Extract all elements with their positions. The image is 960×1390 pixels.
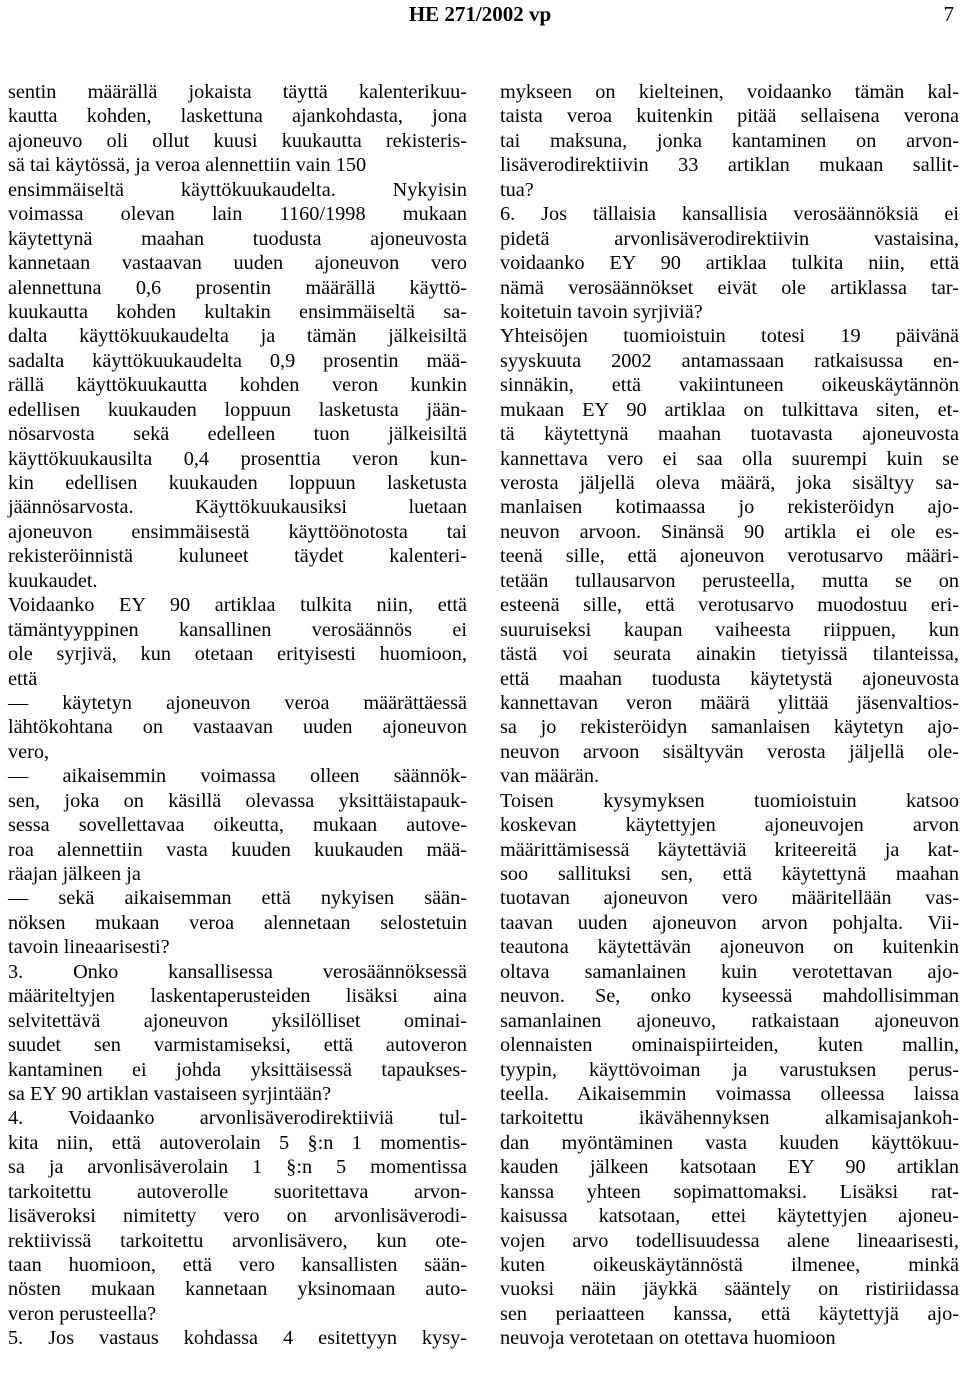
text-line: edellisen kuukauden loppuun lasketusta jään- <box>8 398 467 421</box>
text-line: määrittämisessä käytettäviä kriteereitä ja kat- <box>500 838 959 861</box>
text-line: Toisen kysymyksen tuomioistuin katsoo <box>500 789 959 812</box>
text-line: suuruiseksi kaupan vaiheesta riippuen, kun <box>500 618 959 641</box>
text-line: koitetuin tavoin syrjiviä? <box>500 300 703 323</box>
text-line: sadalta käyttökuukaudelta 0,9 prosentin mää- <box>8 349 467 372</box>
text-line: selvitettävä ajoneuvon yksilölliset ominai- <box>8 1009 467 1032</box>
text-line: taan huomioon, että vero kansallisten sään- <box>8 1254 467 1276</box>
text-line: voimassa olevan lain 1160/1998 mukaan <box>8 203 467 226</box>
text-line: sinnäkin, että vakiintuneen oikeuskäytännön <box>500 374 959 397</box>
text-line: — sekä aikaisemman että nykyisen sään- <box>8 887 467 910</box>
text-line: kaisussa katsotaan, ettei käytettyjen ajoneu- <box>500 1205 959 1228</box>
text-line: tetään tullausarvon perusteella, mutta se on <box>500 569 959 592</box>
text-line: neuvoja verotetaan on otettava huomioon <box>500 1327 836 1350</box>
left-column <box>8 80 467 1351</box>
text-line: ajoneuvo oli ollut kuusi kuukautta rekisteris- <box>8 129 467 152</box>
text-line: vuoksi näin jäykkä sääntely on ristiriidassa <box>500 1278 959 1301</box>
document-title: HE 271/2002 vp <box>408 2 552 26</box>
text-line: tämäntyyppinen kansallinen verosäännös ei <box>8 618 467 641</box>
text-line: sä tai käytössä, ja veroa alennettiin vain 150 <box>8 154 367 177</box>
right-column <box>500 80 959 1351</box>
text-line: Yhteisöjen tuomioistuin totesi 19 päivänä <box>500 325 959 348</box>
text-line: lisäverodirektiivin 33 artiklan mukaan sallit- <box>500 154 959 177</box>
text-line: dan myöntäminen vasta kuuden käyttökuu- <box>500 1131 959 1154</box>
text-line: räajan jälkeen ja <box>8 863 141 885</box>
text-line: samanlainen ajoneuvo, ratkaistaan ajoneuvon <box>500 1009 959 1032</box>
text-line: — käytetyn ajoneuvon veroa määrättäessä <box>8 691 467 714</box>
text-line: kannettavan veron määrä ylittää jäsenvaltios- <box>500 691 959 714</box>
text-line: kin edellisen kuukauden loppuun lasketusta <box>8 472 467 494</box>
text-line: tavoin lineaarisesti? <box>8 936 170 959</box>
text-line: tarkoitettu autoverolle suoritettava arvon- <box>8 1180 467 1203</box>
text-line: nösten mukaan kannetaan yksinomaan auto- <box>8 1278 467 1301</box>
text-line: sa ja arvonlisäverolain 1 §:n 5 momentissa <box>8 1156 467 1179</box>
text-line: — aikaisemmin voimassa olleen säännök- <box>8 765 467 788</box>
text-line: suudet sen varmistamiseksi, että autoveron <box>8 1034 467 1057</box>
text-line: Voidaanko EY 90 artiklaa tulkita niin, että <box>8 594 467 617</box>
text-line: mukaan EY 90 artiklaa on tulkittava siten, et- <box>500 398 959 421</box>
text-line: määriteltyjen laskentaperusteiden lisäksi aina <box>8 985 467 1008</box>
text-line: kuukaudet. <box>8 569 98 592</box>
text-line: tästä voi seurata ainakin tietyissä tilanteissa, <box>500 643 959 666</box>
text-line: että <box>8 667 38 690</box>
text-line: neuvon arvoon sisältyvän verosta jäljellä ole- <box>500 740 959 763</box>
text-line: nösarvosta sekä edelleen tuon jälkeisiltä <box>8 423 467 446</box>
text-line: tuotavan ajoneuvon vero määritellään vas- <box>500 887 959 910</box>
text-line: manlaisen kotimaassa jo rekisteröidyn ajo- <box>500 496 959 519</box>
text-line: sa EY 90 artiklan vastaiseen syrjintään? <box>8 1082 332 1105</box>
text-line: kautta kohden, laskettuna ajankohdasta, jona <box>8 105 467 128</box>
text-line: alennettuna 0,6 prosentin määrällä käyttö- <box>8 276 467 299</box>
text-line: olennaisten ominaispiirteiden, kuten mallin, <box>500 1034 959 1057</box>
text-line: dalta käyttökuukaudelta ja tämän jälkeisiltä <box>8 325 467 348</box>
text-line: vero, <box>8 740 50 763</box>
text-line: jäännösarvosta. Käyttökuukausiksi luetaan <box>8 496 467 519</box>
page-header <box>0 0 960 40</box>
text-line: 3. Onko kansallisessa verosäännöksessä <box>8 960 467 983</box>
text-line: neuvon arvoon. Sinänsä 90 artikla ei ole es- <box>500 520 959 543</box>
text-line: esteenä sille, että verotusarvo muodostuu eri- <box>500 594 959 617</box>
text-line: oltava samanlainen kuin verotettavan ajo- <box>500 960 959 983</box>
text-line: sen periaatteen kanssa, että käytettyjä ajo- <box>500 1302 959 1325</box>
text-line: käyttökuukausilta 0,4 prosenttia veron kun- <box>8 447 467 470</box>
text-line: van määrän. <box>500 765 600 788</box>
text-line: ensimmäiseltä käyttökuukaudelta. Nykyisin <box>8 178 467 201</box>
text-line: taista veroa kuitenkin pitää sellaisena verona <box>500 105 959 128</box>
text-line: sentin määrällä jokaista täyttä kalenterikuu- <box>8 81 467 103</box>
text-line: 5. Jos vastaus kohdassa 4 esitettyyn kysy- <box>8 1327 467 1350</box>
text-line: koskevan käytettyjen ajoneuvojen arvon <box>500 814 959 837</box>
text-line: 6. Jos tällaisia kansallisia verosäännöksiä ei <box>500 203 959 226</box>
text-line: että maahan tuodusta käytetystä ajoneuvosta <box>500 667 959 690</box>
text-line: soo sallituksi sen, että käytettynä maahan <box>500 863 959 885</box>
text-line: ole syrjivä, kun otetaan erityisesti huomioon, <box>8 643 467 666</box>
text-line: teautona käytettävän ajoneuvon on kuitenkin <box>500 936 959 959</box>
text-line: mykseen on kielteinen, voidaanko tämän kal- <box>500 81 959 103</box>
text-line: kauden jälkeen katsotaan EY 90 artiklan <box>500 1156 959 1179</box>
text-line: roa alennettiin vasta kuuden kuukauden mää- <box>8 838 467 861</box>
text-line: rekisteröinnistä kuluneet täydet kalenteri- <box>8 545 467 568</box>
text-line: taavan uuden ajoneuvon arvon pohjalta. Vii- <box>500 911 959 934</box>
text-line: rällä käyttökuukautta kohden veron kunkin <box>8 374 467 397</box>
text-line: syyskuuta 2002 antamassaan ratkaisussa en- <box>500 349 959 372</box>
text-line: sa jo rekisteröidyn samanlaisen käytetyn ajo- <box>500 716 959 739</box>
text-line: käytettynä maahan tuodusta ajoneuvosta <box>8 227 467 250</box>
text-line: kuten oikeuskäytännöstä ilmenee, minkä <box>500 1254 959 1276</box>
text-line: teenä sille, että ajoneuvon verotusarvo määri- <box>500 545 959 568</box>
text-line: sessa sovellettavaa oikeutta, mukaan autove- <box>8 814 467 837</box>
text-line: tä käytettynä maahan tuotavasta ajoneuvosta <box>500 423 959 446</box>
text-line: nöksen mukaan veroa alennetaan selostetuin <box>8 911 467 934</box>
text-line: kita niin, että autoverolain 5 §:n 1 momentis- <box>8 1131 467 1154</box>
text-line: lähtökohtana on vastaavan uuden ajoneuvon <box>8 716 467 739</box>
text-line: tai maksuna, jonka kantaminen on arvon- <box>500 129 959 152</box>
text-line: teella. Aikaisemmin voimassa olleessa laissa <box>500 1082 959 1105</box>
text-line: neuvon. Se, onko kyseessä mahdollisimman <box>500 985 959 1008</box>
text-line: vojen arvo todellisuudessa alene lineaarisesti, <box>500 1229 959 1252</box>
text-line: kuukautta kohden kultakin ensimmäiseltä sa- <box>8 300 467 323</box>
text-line: ajoneuvon ensimmäisestä käyttöönotosta tai <box>8 520 467 543</box>
text-line: pidetä arvonlisäverodirektiivin vastaisina, <box>500 227 959 250</box>
text-line: tua? <box>500 178 534 201</box>
text-line: nämä verosäännökset eivät ole artiklassa tar- <box>500 276 959 299</box>
text-line: kannetaan vastaavan uuden ajoneuvon vero <box>8 252 467 275</box>
text-line: kantaminen ei johda yksittäisessä tapaukses- <box>8 1058 467 1081</box>
text-line: tyypin, käyttövoiman ja varustuksen perus- <box>500 1058 959 1081</box>
text-line: veron perusteella? <box>8 1302 157 1325</box>
text-line: tarkoitettu ikävähennyksen alkamisajankoh- <box>500 1107 959 1130</box>
text-line: kannettava vero ei saa olla suurempi kuin se <box>500 447 959 470</box>
text-line: verosta jäljellä oleva määrä, joka sisältyy sa- <box>500 472 959 494</box>
text-line: 4. Voidaanko arvonlisäverodirektiiviä tul- <box>8 1107 467 1130</box>
text-line: kanssa yhteen sopimattomaksi. Lisäksi rat- <box>500 1180 959 1203</box>
text-line: sen, joka on käsillä olevassa yksittäistapauk- <box>8 789 467 812</box>
text-line: voidaanko EY 90 artiklaa tulkita niin, että <box>500 252 959 275</box>
page-number: 7 <box>943 2 954 26</box>
text-line: lisäveroksi nimitetty vero on arvonlisäverodi- <box>8 1205 467 1228</box>
text-line: rektiivissä tarkoitettu arvonlisävero, kun ote- <box>8 1229 467 1252</box>
